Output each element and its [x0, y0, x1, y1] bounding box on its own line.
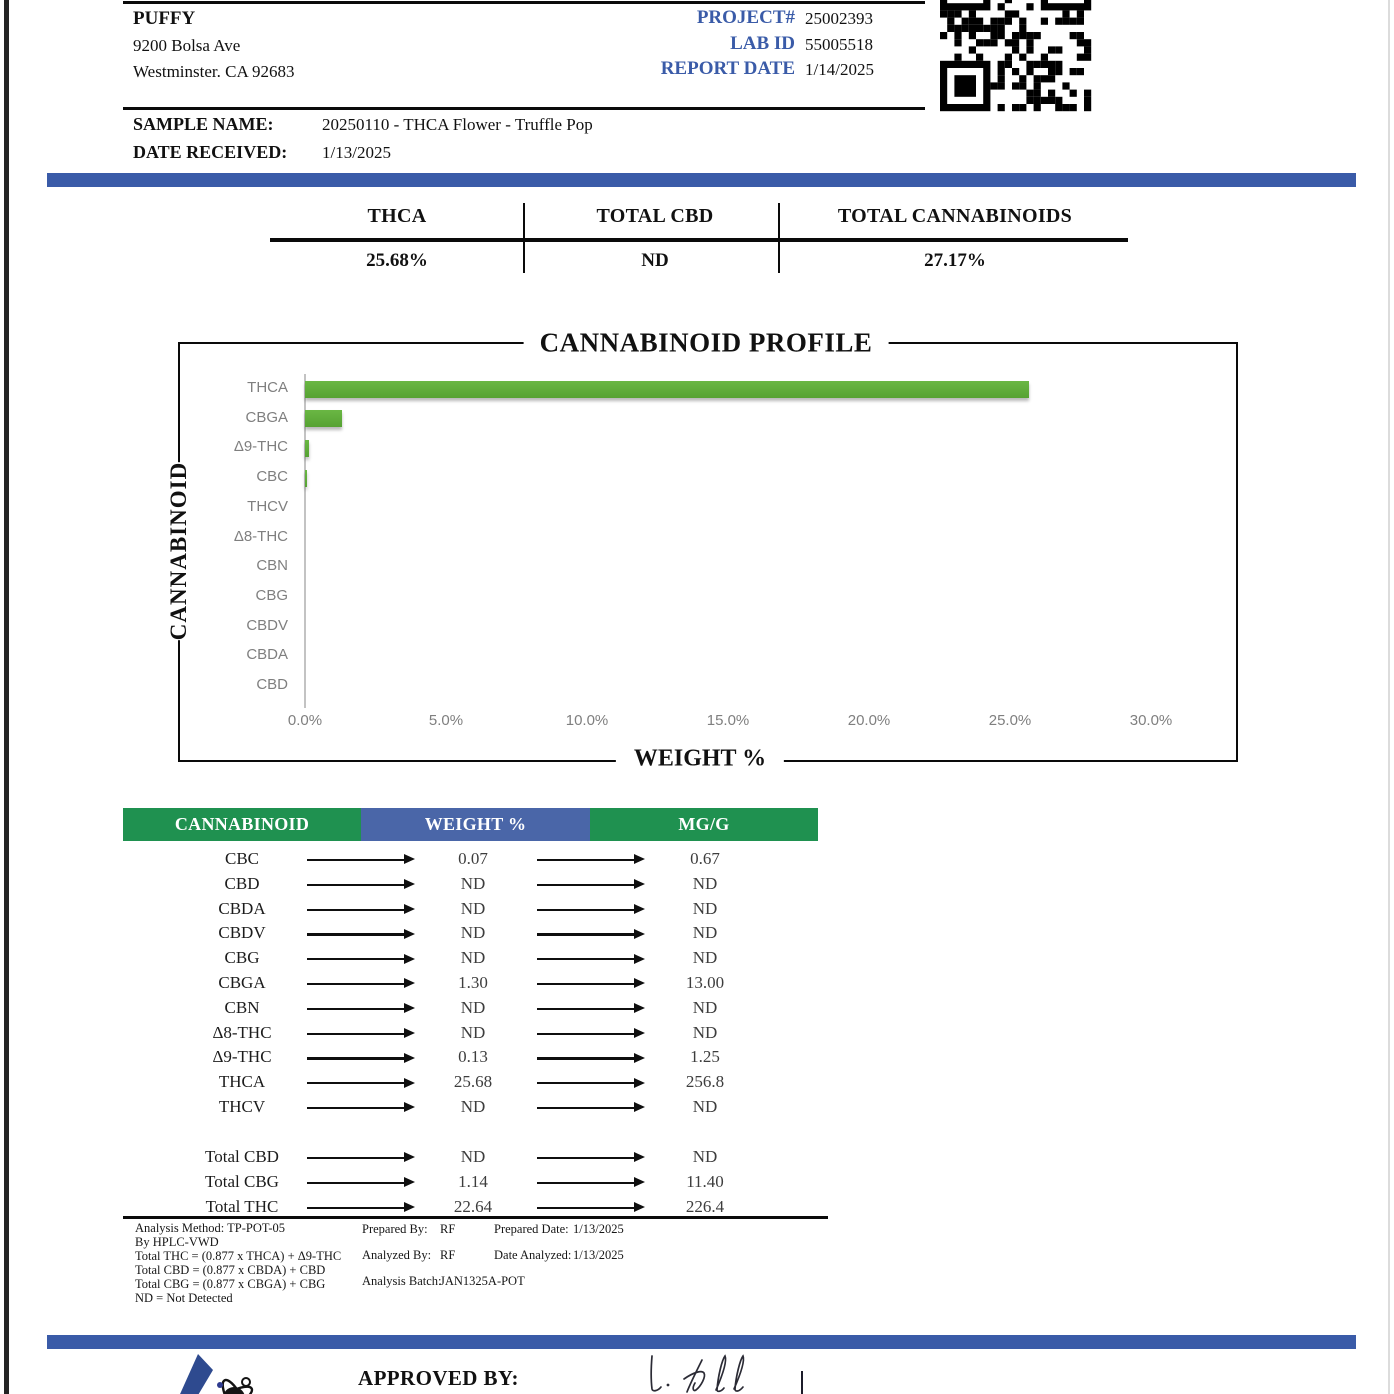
table-row-name: THCA	[218, 1072, 266, 1092]
chart-x-tick: 0.0%	[287, 712, 323, 729]
chart-x-tick: 25.0%	[988, 712, 1032, 729]
table-row-mgg: ND	[692, 1147, 718, 1166]
arrow-icon	[537, 983, 635, 985]
table-row-name: CBG	[224, 948, 260, 968]
arrow-icon	[307, 1008, 405, 1010]
lab-logo-atom	[150, 1352, 270, 1394]
company-address-line2: Westminster. CA 92683	[133, 62, 295, 81]
chart-x-tick: 20.0%	[847, 712, 891, 729]
table-row-mgg: ND	[692, 948, 718, 968]
chart-bar-δ9-thc	[305, 440, 309, 457]
table-row-weight: 0.07	[458, 849, 488, 868]
chart-category-label: CBN	[256, 557, 288, 575]
chart-category-label: THCA	[247, 379, 288, 396]
arrow-icon	[537, 1157, 635, 1159]
cannabinoid-profile-chart-frame	[178, 342, 1238, 762]
arrow-icon	[307, 958, 405, 960]
qr-code	[940, 0, 1092, 112]
arrow-icon	[307, 859, 405, 861]
header-bottom-rule	[123, 107, 925, 110]
summary-thca-value: 25.68%	[366, 250, 428, 271]
chart-category-label: CBDA	[246, 646, 288, 664]
lab-id-value: 55005518	[805, 35, 873, 54]
analyzed-by-label: Analyzed By:	[362, 1248, 432, 1262]
table-row-weight: 1.30	[458, 973, 488, 992]
chart-x-axis-title: WEIGHT %	[616, 746, 784, 773]
table-row-weight: ND	[460, 1022, 486, 1042]
analyzed-by-value: RF	[440, 1248, 456, 1262]
method-note-line: Total CBG = (0.877 x CBGA) + CBG	[135, 1276, 326, 1291]
sample-name-value: 20250110 - THCA Flower - Truffle Pop	[322, 115, 593, 134]
arrow-icon	[537, 884, 635, 886]
page-right-edge	[1388, 0, 1390, 1394]
arrow-icon	[307, 909, 405, 911]
table-row-weight: ND	[460, 1147, 486, 1166]
arrow-icon	[537, 1207, 635, 1209]
chart-x-tick: 15.0%	[706, 712, 750, 729]
summary-total-cbd-value: ND	[641, 250, 669, 271]
table-row-mgg: ND	[692, 923, 718, 943]
report-date-label: REPORT DATE	[660, 58, 795, 79]
table-row-mgg: 13.00	[685, 973, 725, 992]
table-row-weight: 22.64	[453, 1197, 493, 1216]
table-bottom-rule	[123, 1216, 828, 1219]
table-row-name: CBC	[224, 849, 260, 868]
arrow-icon	[537, 1008, 635, 1010]
table-row-weight: ND	[460, 873, 486, 893]
summary-rule	[270, 238, 1128, 242]
method-note-line: ND = Not Detected	[135, 1290, 233, 1305]
arrow-icon	[307, 884, 405, 886]
chart-category-label: Δ9-THC	[233, 438, 288, 456]
arrow-icon	[537, 933, 635, 935]
table-row-mgg: ND	[692, 997, 718, 1017]
arrow-icon	[307, 1182, 405, 1184]
project-number-label: PROJECT#	[696, 7, 795, 28]
company-address-line1: 9200 Bolsa Ave	[133, 36, 241, 55]
company-name: PUFFY	[133, 8, 196, 29]
arrow-icon	[307, 983, 405, 985]
chart-y-axis-title: CANNABINOID	[152, 462, 206, 640]
table-row-mgg: ND	[692, 898, 718, 918]
arrow-icon	[307, 1033, 405, 1035]
header-top-rule	[123, 1, 925, 4]
table-row-name: CBN	[224, 997, 260, 1017]
report-date-value: 1/14/2025	[805, 60, 874, 79]
table-row-weight: ND	[460, 1097, 486, 1116]
summary-total-cbd-label: TOTAL CBD	[596, 205, 714, 227]
method-notes	[135, 1222, 341, 1305]
chart-category-label: CBGA	[245, 408, 288, 426]
table-row-name: Total THC	[205, 1197, 279, 1216]
sample-name-label: SAMPLE NAME:	[133, 114, 274, 134]
summary-thca-label: THCA	[367, 205, 427, 227]
arrow-icon	[537, 1082, 635, 1084]
table-row-weight: ND	[460, 997, 486, 1017]
arrow-icon	[537, 1107, 635, 1109]
handwritten-signature	[640, 1348, 820, 1394]
table-row-mgg: 1.25	[690, 1047, 720, 1067]
table-row-weight: 25.68	[453, 1072, 493, 1092]
page-left-edge	[4, 0, 9, 1394]
table-row-name: CBGA	[218, 973, 266, 992]
bottom-blue-divider	[47, 1335, 1356, 1349]
arrow-icon	[537, 1182, 635, 1184]
table-row-weight: ND	[460, 898, 486, 918]
chart-bar-thca	[305, 381, 1029, 398]
chart-x-tick: 30.0%	[1129, 712, 1173, 729]
summary-total-cannabinoids-value: 27.17%	[924, 250, 986, 271]
project-number-value: 25002393	[805, 9, 873, 28]
date-received-value: 1/13/2025	[322, 143, 391, 162]
table-row-mgg: 226.4	[685, 1197, 725, 1216]
table-row-name: Δ8-THC	[212, 1022, 272, 1042]
table-row-name: CBD	[224, 873, 260, 893]
table-row-mgg: 0.67	[690, 849, 720, 868]
method-note-line: Analysis Method: TP-POT-05	[135, 1221, 286, 1235]
chart-bar-cbc	[305, 470, 307, 487]
table-row-weight: 0.13	[458, 1047, 488, 1067]
arrow-icon	[537, 859, 635, 861]
analyzed-date-label: Date Analyzed:	[494, 1248, 572, 1262]
table-header-mgg: MG/G	[590, 808, 818, 841]
chart-bar-cbga	[305, 410, 342, 427]
date-received-label: DATE RECEIVED:	[133, 142, 288, 162]
arrow-icon	[307, 1107, 405, 1109]
chart-x-tick: 5.0%	[428, 712, 464, 729]
table-header-cannabinoid: CANNABINOID	[123, 808, 361, 841]
arrow-icon	[307, 1157, 405, 1159]
arrow-icon	[537, 1033, 635, 1035]
top-blue-divider	[47, 173, 1356, 187]
table-row-name: CBDV	[218, 923, 266, 943]
prepared-by-value: RF	[440, 1222, 456, 1236]
chart-category-label: THCV	[247, 497, 288, 515]
arrow-icon	[307, 933, 405, 935]
table-row-weight: ND	[460, 948, 486, 968]
arrow-icon	[307, 1207, 405, 1209]
method-note-line: Total THC = (0.877 x THCA) + Δ9-THC	[135, 1248, 342, 1263]
chart-category-label: CBD	[256, 676, 288, 693]
table-row-name: CBDA	[218, 898, 266, 918]
arrow-icon	[307, 1082, 405, 1084]
chart-category-label: Δ8-THC	[233, 527, 288, 545]
arrow-icon	[307, 1057, 405, 1059]
table-row-name: THCV	[218, 1097, 266, 1116]
table-row-mgg: 11.40	[686, 1172, 724, 1191]
prepared-date-value: 1/13/2025	[573, 1222, 624, 1236]
approved-by-label: APPROVED BY:	[340, 1366, 545, 1394]
table-row-weight: 1.14	[458, 1172, 488, 1191]
table-row-name: Δ9-THC	[212, 1047, 272, 1067]
table-row-weight: ND	[460, 923, 486, 943]
table-row-name: Total CBG	[205, 1172, 279, 1191]
table-row-mgg: ND	[692, 873, 718, 893]
method-note-line: By HPLC-VWD	[135, 1234, 219, 1249]
table-row-name: Total CBD	[205, 1147, 279, 1166]
table-header-weight: WEIGHT %	[361, 808, 590, 841]
table-row-mgg: 256.8	[685, 1072, 725, 1092]
signature-tick-mark	[801, 1371, 803, 1394]
chart-category-label: CBDV	[246, 616, 288, 634]
analyzed-date-value: 1/13/2025	[573, 1248, 624, 1262]
prepared-by-label: Prepared By:	[362, 1222, 428, 1236]
summary-total-cannabinoids-label: TOTAL CANNABINOIDS	[837, 205, 1073, 227]
chart-x-tick: 10.0%	[565, 712, 609, 729]
analysis-batch-label: Analysis Batch:	[362, 1274, 442, 1288]
chart-title: CANNABINOID PROFILE	[524, 328, 889, 359]
table-row-mgg: ND	[692, 1097, 718, 1116]
chart-category-label: CBG	[255, 586, 288, 604]
chart-category-label: CBC	[256, 468, 288, 486]
lab-id-label: LAB ID	[730, 33, 795, 54]
arrow-icon	[537, 909, 635, 911]
arrow-icon	[537, 1057, 635, 1059]
method-note-line: Total CBD = (0.877 x CBDA) + CBD	[135, 1262, 326, 1277]
analysis-batch-value: JAN1325A-POT	[440, 1274, 525, 1288]
table-row-mgg: ND	[692, 1022, 718, 1042]
prepared-date-label: Prepared Date:	[494, 1222, 569, 1236]
arrow-icon	[537, 958, 635, 960]
